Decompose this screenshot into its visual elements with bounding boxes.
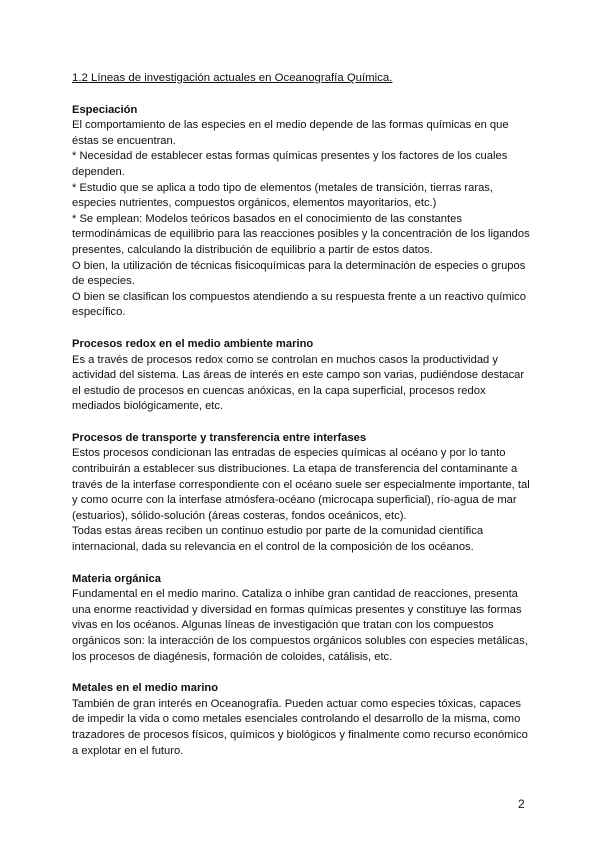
text-line: internacional, dada su relevancia en el control de la composición de los océanos. — [72, 541, 474, 554]
text-line: una enorme reactividad y diversidad en formas químicas presentes y constituye las formas — [72, 603, 522, 616]
text-line: especies nutrientes, compuestos orgánicos, elementos mayoritarios, etc.) — [72, 197, 437, 210]
section-heading: 1.2 Líneas de investigación actuales en Oceanografía Química. — [72, 72, 393, 84]
text-line: presentes, calculando la distribución de equilibrio a partir de estos datos. — [72, 243, 433, 256]
text-line: los procesos de diagénesis, formación de coloides, catálisis, etc. — [72, 650, 393, 663]
text-line: orgánicos son: la interacción de los compuestos orgánicos solubles con especies metálicas, — [72, 635, 528, 647]
text-line: Estos procesos condicionan las entradas de especies químicas al océano y por lo tanto — [72, 447, 506, 460]
text-line: y como ocurre con la interfase atmósfera-océano (microcapa superficial), río-agua de mar — [72, 494, 517, 507]
section-title: Especiación — [72, 103, 138, 116]
section — [72, 431, 532, 556]
section — [72, 103, 532, 321]
text-line: * Estudio que se aplica a todo tipo de elementos (metales de transición, tierras raras, — [72, 181, 494, 194]
sections-container — [72, 103, 532, 760]
text-line: O bien se clasifican los compuestos atendiendo a su respuesta frente a un reactivo químico — [72, 290, 526, 303]
text-line: También de gran interés en Oceanografía. Pueden actuar como especies tóxicas, capaces — [72, 697, 522, 710]
text-line: actividad del sistema. Las áreas de interés en este campo son varias, pudiéndose destacar — [72, 369, 525, 382]
section-title: Procesos de transporte y transferencia entre interfases — [72, 431, 367, 444]
text-line: contribuirán a establecer sus distribuciones. La etapa de transferencia del contaminante a — [72, 463, 518, 476]
text-line: éstas se encuentran. — [72, 134, 176, 147]
text-line: dependen. — [72, 165, 125, 178]
section-title: Materia orgánica — [72, 572, 161, 585]
text-line: (estuarios), sólido-solución (áreas costeras, fondos oceánicos, etc). — [72, 509, 407, 522]
section — [72, 681, 532, 759]
text-line: * Se emplean: Modelos teóricos basados en el conocimiento de las constantes — [72, 212, 462, 225]
text-line: el estudio de procesos en cuencas anóxicas, en la capa superficial, procesos redox — [72, 384, 486, 397]
text-line: trazadores de procesos físicos, químicos y biológicos y finalmente como recurso económico — [72, 728, 528, 741]
page-number: 2 — [518, 797, 525, 811]
section — [72, 337, 532, 415]
text-line: Fundamental en el medio marino. Cataliza o inhibe gran cantidad de reacciones, presenta — [72, 588, 518, 601]
text-line: de especies. — [72, 275, 135, 288]
section-title: Procesos redox en el medio ambiente marino — [72, 337, 314, 350]
text-line: de impedir la vida o como metales esenciales controlando el desarrollo de la misma, como — [72, 713, 521, 726]
text-line: a explotar en el futuro. — [72, 744, 184, 757]
text-line: termodinámicas de equilibrio para las reacciones posibles y la concentración de los ligandos — [72, 228, 530, 241]
text-line: * Necesidad de establecer estas formas químicas presentes y los factores de los cuales — [72, 150, 508, 163]
text-line: mediados biológicamente, etc. — [72, 400, 224, 413]
text-line: específico. — [72, 306, 126, 319]
text-line: Todas estas áreas reciben un continuo estudio por parte de la comunidad científica — [72, 525, 484, 538]
text-line: través de la interfase correspondiente con el océano suele ser especialmente importante, tal — [72, 478, 530, 491]
text-line: El comportamiento de las especies en el medio depende de las formas químicas en que — [72, 119, 509, 132]
text-line: vivas en los océanos. Algunas líneas de investigación que tratan con los compuestos — [72, 619, 494, 632]
text-line: Es a través de procesos redox como se controlan en muchos casos la productividad y — [72, 353, 498, 366]
text-line: O bien, la utilización de técnicas fisicoquímicas para la determinación de especies o grupos — [72, 259, 526, 272]
section-title: Metales en el medio marino — [72, 682, 219, 695]
page-content — [72, 71, 532, 759]
section — [72, 572, 532, 666]
